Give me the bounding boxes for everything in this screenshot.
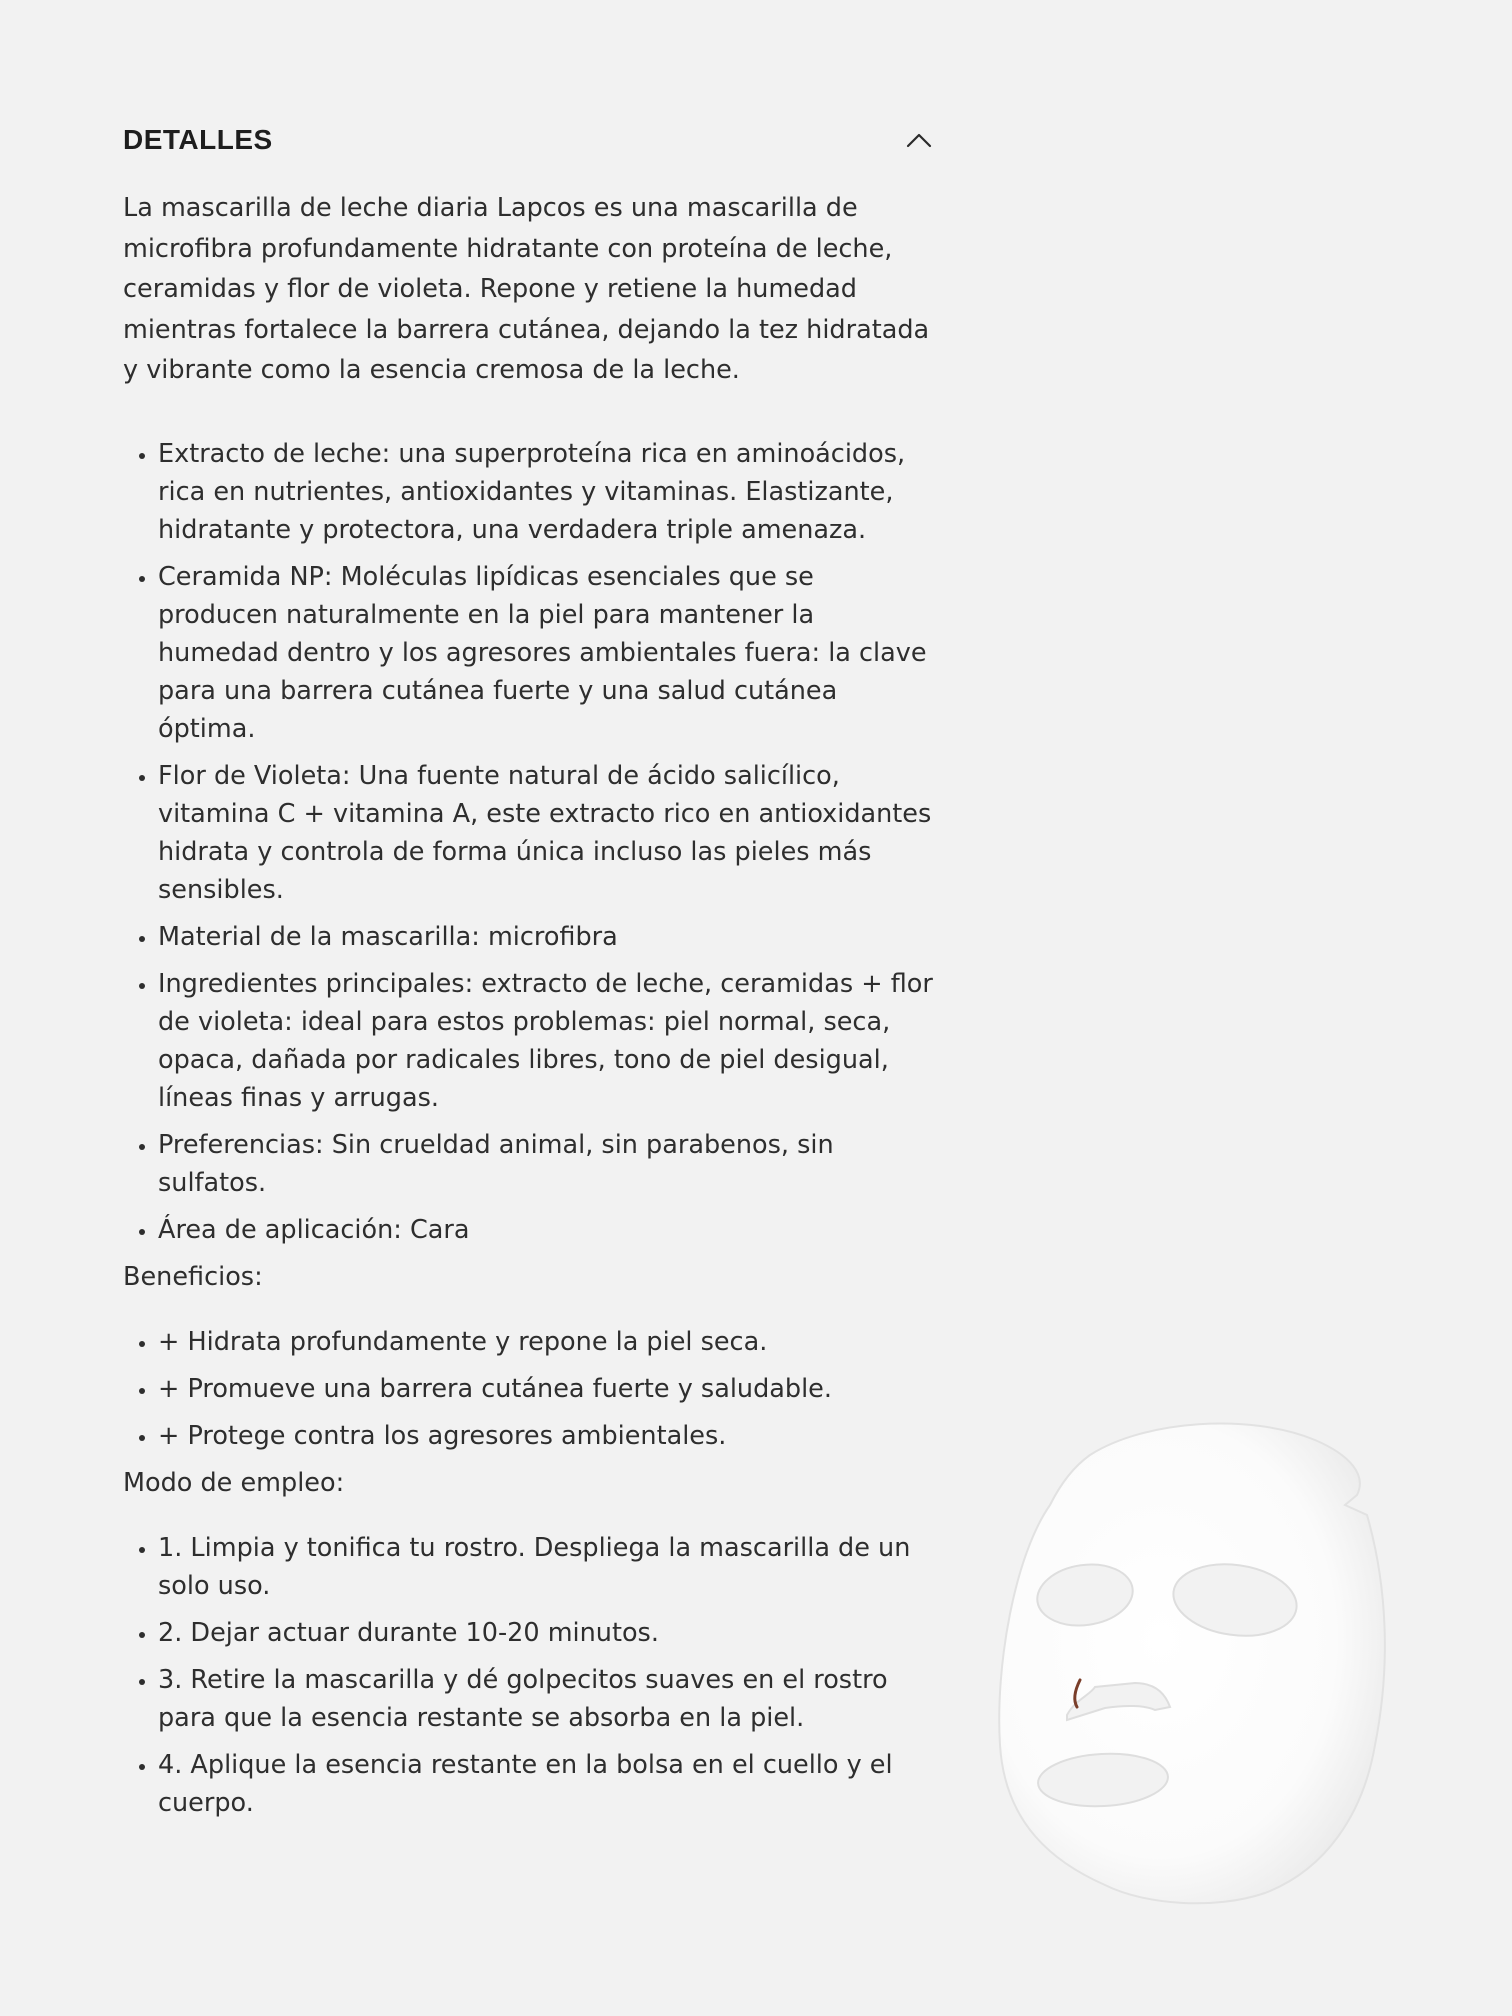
list-item: • 1. Limpia y tonifica tu rostro. Despliega la mascarilla de un solo uso. <box>158 1529 938 1605</box>
usage-heading: Modo de empleo: <box>123 1467 345 1498</box>
product-description: La mascarilla de leche diaria Lapcos es una mascarilla de microfibra profundamente hidratante con proteína de leche, ceramidas y flor de violeta. Repone y retiene la humedad mientras fortalece la barrera cutánea, dejando la tez hidratada y vibrante como la esencia cremosa de la leche. <box>123 193 930 385</box>
list-item: • + Hidrata profundamente y repone la piel seca. <box>158 1323 938 1361</box>
list-item: • Extracto de leche: una superproteína rica en aminoácidos, rica en nutrientes, antioxidantes y vitaminas. Elastizante, hidratante y protectora, una verdadera triple amenaza. <box>158 435 938 549</box>
section-title: DETALLES <box>123 124 273 155</box>
list-item: • Material de la mascarilla: microfibra <box>158 918 938 956</box>
benefits-heading: Beneficios: <box>123 1261 263 1292</box>
list-item: • 4. Aplique la esencia restante en la bolsa en el cuello y el cuerpo. <box>158 1746 938 1822</box>
list-item: • + Promueve una barrera cutánea fuerte y saludable. <box>158 1370 938 1408</box>
accordion-header[interactable] <box>123 112 938 168</box>
benefits-list <box>123 1323 938 1455</box>
list-item: • Flor de Violeta: Una fuente natural de ácido salicílico, vitamina C + vitamina A, este extracto rico en antioxidantes hidrata y controla de forma única incluso las pieles más sensibles. <box>158 757 938 909</box>
chevron-up-icon[interactable] <box>902 123 936 157</box>
list-item: • + Protege contra los agresores ambientales. <box>158 1417 938 1455</box>
list-item: • Preferencias: Sin crueldad animal, sin parabenos, sin sulfatos. <box>158 1126 938 1202</box>
list-item: • Ceramida NP: Moléculas lipídicas esenciales que se producen naturalmente en la piel para mantener la humedad dentro y los agresores ambientales fuera: la clave para una barrera cutánea fuerte y una salud cutánea óptima. <box>158 558 938 748</box>
list-item: • 3. Retire la mascarilla y dé golpecitos suaves en el rostro para que la esencia restante se absorba en la piel. <box>158 1661 938 1737</box>
usage-list <box>123 1529 938 1822</box>
list-item: • Área de aplicación: Cara <box>158 1211 938 1249</box>
details-accordion <box>123 112 938 1831</box>
features-list <box>123 435 938 1249</box>
list-item: • 2. Dejar actuar durante 10-20 minutos. <box>158 1614 938 1652</box>
sheet-mask-image <box>995 1415 1395 1905</box>
list-item: • Ingredientes principales: extracto de leche, ceramidas + flor de violeta: ideal para estos problemas: piel normal, seca, opaca, dañada por radicales libres, tono de piel desigual, líneas finas y arrugas. <box>158 965 938 1117</box>
